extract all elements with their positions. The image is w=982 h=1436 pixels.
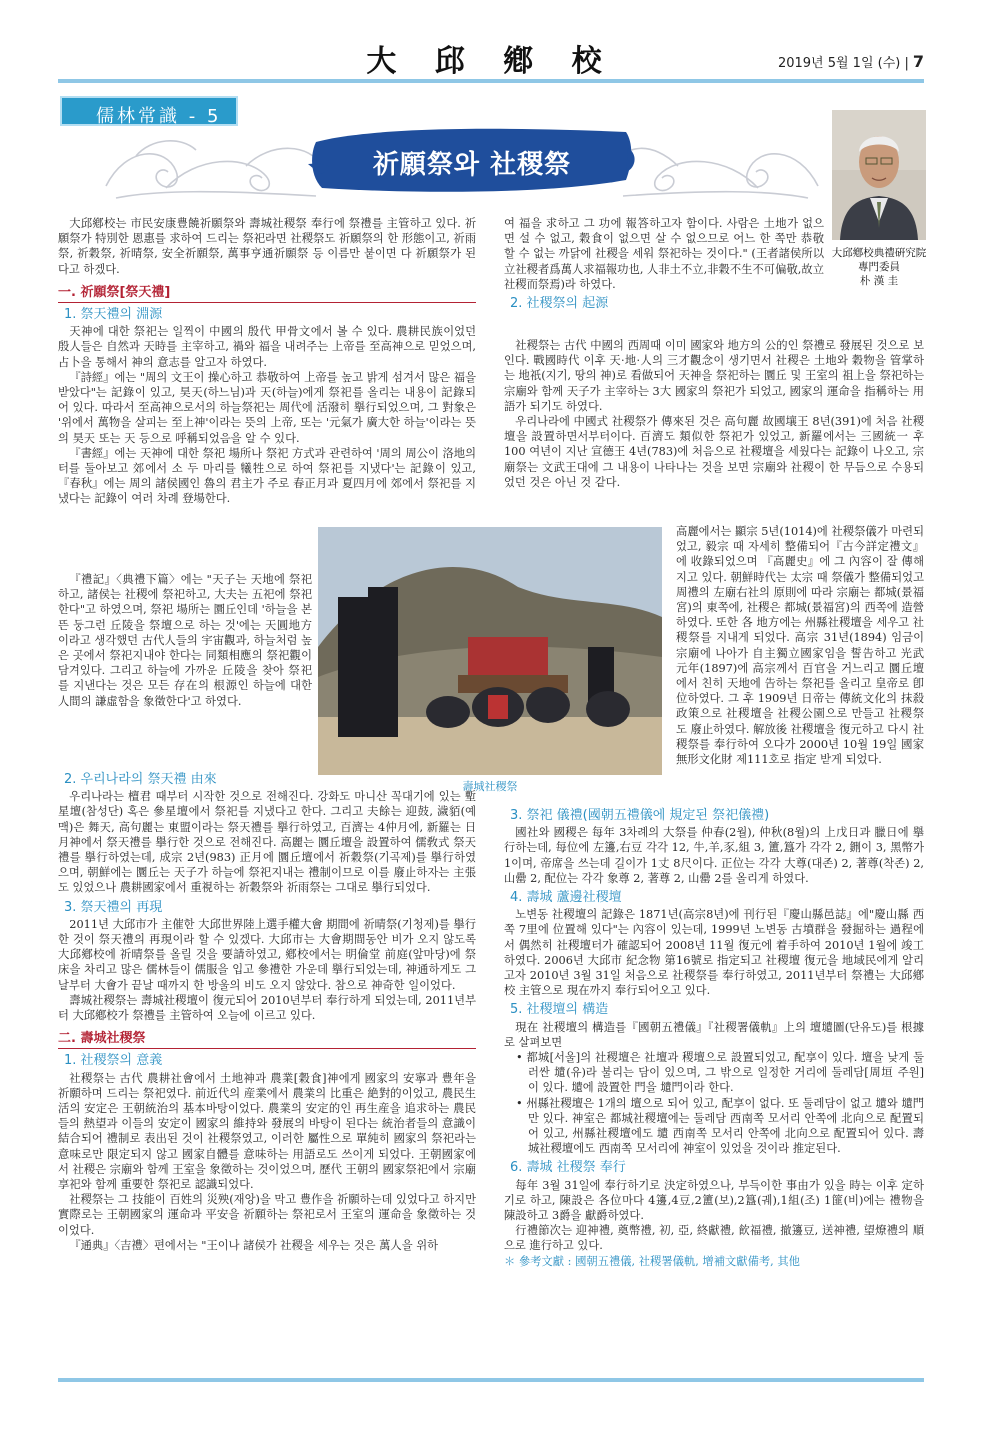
author-portrait xyxy=(832,110,926,240)
section-2-5-heading: 5. 社稷壇의 構造 xyxy=(510,1002,609,1018)
paragraph: 每年 3월 31일에 奉行하기로 決定하였으나, 부득이한 事由가 있을 時는 이후 定하기로 하고, 陳設은 各位마다 4籩,4豆,2簠(보),2簋(궤),1組(조) 1篚(비)에는 禮物을 陳設하고 3爵을 獻爵하였다. xyxy=(504,1178,924,1223)
paragraph: 高麗에서는 顯宗 5년(1014)에 社稷祭儀가 마련되었고, 毅宗 때 자세히 整備되어『古今詳定禮文』에 收錄되었으며 『高麗史』에 그 內容이 잘 傳해지고 있다. 朝鮮時代는 太宗 때 祭儀가 整備되었고 周禮의 左廟右社의 原則에 따라 宗廟는 都城(景福宮)의 東쪽에, 社稷은 都城(景福宮)의 西쪽에 造營하였다. 또한 各 地方에는 州縣社稷壇을 세우고 社稷祭를 지내게 되었다. 高宗 31년(1894) 임금이 宗廟에 나아가 自主獨立國家임을 誓告하고 光武 元年(1897)에 高宗께서 百官을 거느리고 圜丘壇에서 친히 天地에 告하는 祭祀를 올리고 皇帝로 卽位하였다. 그 후 1909년 日帝는 傳統文化의 抹殺政策으로 社稷壇을 社稷公園으로 만들고 社稷祭도 廢止하였다. 解放後 社稷壇을 復元하고 다시 社稷祭를 奉行하여 오다가 2000년 10월 19일 國家 無形文化財 제111호로 指定 받게 되었다. xyxy=(676,525,924,767)
right-column-lower xyxy=(504,804,924,1269)
paragraph: 社稷祭는 古代 農耕社會에서 土地神과 農業[穀食]神에게 國家의 安寧과 豊年을 祈願하며 드리는 祭祀였다. 前近代의 産業에서 農業의 比重은 絶對的이었고, 農民生活의 安定은 王朝統治의 基本바탕이었다. 農業의 安定的인 再生産을 追求하는 農民들의 熱望과 이들의 安定이 國家의 維持와 發展의 바탕이 된다는 統治者들의 意識이 結合되어 禮制로 表出된 것이 社稷祭였고, 이러한 屬性으로 單純히 國家의 祭祀라는 意味로만 限定되지 않고 國家自體를 意味하는 用語로도 쓰이게 되었다. 王朝國家에서 社稷은 宗廟와 함께 王室을 象徵하는 것이었으며, 歷代 王朝의 國家祭祀에서 宗廟享祀와 함께 重要한 祭祀로 認識되었다. xyxy=(58,1071,476,1192)
section-1-3-heading: 3. 祭天禮의 再現 xyxy=(64,899,163,915)
left-column-wrap xyxy=(58,572,312,709)
list-item-text: 都城[서울]의 社稷壇은 社壇과 稷壇으로 設置되었고, 配享이 있다. 壇을 낮게 둘러싼 壝(유)라 불리는 담이 있으며, 그 밖으로 일정한 거리에 둘레담[周垣 주원]이 있다. 壝에 設置한 門을 壝門이라 한다. xyxy=(526,1051,924,1095)
list-item: • 州縣社稷壇은 1개의 壇으로 되어 있고, 配享이 없다. 또 둘레담이 없고 壝와 壝門만 있다. 神室은 都城社稷壇에는 둘레담 西南쪽 모서리 안쪽에 北向으로 配置되어 있고, 州縣社稷壇에도 壝 西南쪽 모서리 안쪽에 北向으로 配置되어 있다. 壽城社稷壇에도 西南쪽 모서리에 神室이 있었을 것이라 推定된다. xyxy=(516,1096,924,1156)
author-caption xyxy=(822,246,936,288)
masthead-title: 大 邱 鄕 校 xyxy=(366,44,616,79)
issue-date: 2019년 5월 1일 (수) | xyxy=(777,56,909,71)
paragraph: 現在 社稷壇의 構造를『國朝五禮儀』『社稷署儀軌』上의 壇壝圖(단유도)를 根據로 살펴보면 xyxy=(504,1020,924,1049)
paragraph: 『通典』〈吉禮〉편에서는 "王이나 諸侯가 社稷을 세우는 것은 萬人을 위하 xyxy=(69,1238,439,1252)
paragraph: 노변동 社稷壇의 記錄은 1871년(高宗8년)에 刊行된『慶山縣邑誌』에"慶山縣 西쪽 7里에 位置해 있다"는 內容이 있는데, 1999년 노변동 古墳群을 發掘하는 過程에서 偶然히 社稷壇터가 確認되어 2008년 11월 復元에 着手하여 2010년 1월에 竣工하였다. 2006년 大邱市 紀念物 第16號로 指定되고 社稷壇 復元을 地域民에게 알리고자 2010년 3월 31일 처음으로 社稷祭를 奉行하였고, 2011년부터 祭禮는 大邱鄕校 主管으로 現在까지 奉行되어오고 있다. xyxy=(504,908,924,998)
headline: 祈願祭와 社稷祭 xyxy=(372,150,572,180)
page-number: 7 xyxy=(912,52,924,71)
right-column-wrap xyxy=(676,524,924,767)
paragraph: 國社와 國稷은 每年 3차례의 大祭를 仲春(2월), 仲秋(8월)의 上戊日과 臘日에 擧行하는데, 每位에 左籩,右豆 각각 12, 牛,羊,豕,組 3, 簠,簋가 각각 2, 鉶이 3, 黑幣가 1이며, 帝席을 쓰는데 길이가 1丈 8尺이다. 正位는 각각 大尊(대존) 2, 著尊(착존) 2, 山罍 2, 配位는 각각 象尊 2, 著尊 2, 山罍 2를 올리게 하였다. xyxy=(504,826,924,885)
paragraph: 여 福을 求하고 그 功에 報答하고자 함이다. 사람은 土地가 없으면 설 수 없고, 穀食이 없으면 살 수 없으므로 어느 한 쪽만 恭敬할 수 없는 까닭에 社稷을 세워 祭祀하는 것이다." (王者諸侯所以立社稷者爲萬人求福報功也, 人非土不立,非穀不生不可偏敬,故立社稷而祭焉)라 하였다. xyxy=(504,217,824,291)
right-column xyxy=(504,216,824,313)
cloud-ornament-right xyxy=(618,126,828,206)
paragraph: 壽城社稷祭는 壽城社稷壇이 復元되어 2010년부터 奉行하게 되었는데, 2011년부터 大邱鄕校가 祭禮를 主管하여 오늘에 이르고 있다. xyxy=(58,993,476,1023)
left-column xyxy=(58,216,476,507)
author-photo-image xyxy=(832,110,926,240)
top-rule xyxy=(58,79,924,83)
intro-paragraph: 大邱鄕校는 市民安康豊饒祈願祭와 壽城社稷祭 奉行에 祭禮를 主管하고 있다. 祈願祭가 特別한 恩惠를 求하여 드리는 祭祀라면 社稷祭도 祈願祭의 한 形態이고, 祈雨祭, 祈穀祭, 祈晴祭, 安全祈願祭, 萬事亨通祈願祭 등 이름만 붙이면 다 祈願祭가 된다고 하겠다. xyxy=(58,217,476,276)
cloud-ornament-left xyxy=(96,126,326,206)
author-org: 大邱鄕校典禮硏究院 xyxy=(831,247,927,259)
left-column-lower xyxy=(58,768,476,1253)
section-2-2-heading: 2. 社稷祭의 起源 xyxy=(510,296,609,312)
ceremony-photo-image xyxy=(318,527,662,775)
paragraph: 社稷祭는 古代 中國의 西周때 이미 國家와 地方의 公的인 祭禮로 發展된 것으로 보인다. 戰國時代 이후 天·地·人의 三才觀念이 생기면서 社稷은 土地와 穀物을 管掌하는 地祇(지기, 땅의 神)로 看做되어 天神을 祭祀하는 圜丘 및 王室의 祖上을 祭祀하는 宗廟와 함께 天子가 主宰하는 3大 國家의 祭祀가 되었고, 國家의 運命을 指稱하는 用語가 되기도 하였다. xyxy=(504,339,924,413)
series-label: 儒林常識 - 5 xyxy=(60,96,238,126)
section-1-heading: 一. 祈願祭[祭天禮] xyxy=(58,285,476,303)
list-item-text: 州縣社稷壇은 1개의 壇으로 되어 있고, 配享이 없다. 또 둘레담이 없고 壝와 壝門만 있다. 神室은 都城社稷壇에는 둘레담 西南쪽 모서리 안쪽에 北向으로 配置되어 있고, 州縣社稷壇에도 壝 西南쪽 모서리 안쪽에 北向으로 配置되어 있다. 壽城社稷壇에도 西南쪽 모서리에 神室이 있었을 것이라 推定된다. xyxy=(526,1096,924,1156)
references: ＊ 參考文獻 : 國朝五禮儀, 社稷署儀軌, 增補文獻備考, 其他 xyxy=(504,1254,800,1268)
paragraph: 『禮記』〈典禮下篇〉에는 "天子는 天地에 祭祀하고, 諸侯는 社稷에 祭祀하고, 大夫는 五祀에 祭祀한다"고 하였으며, 祭祀 場所는 圜丘인데 '하늘을 본뜬 둥그런 丘陵을 祭壇으로 하는 것'에는 天圓地方이라고 생각했던 古代人들의 宇宙觀과, 하늘처럼 높은 곳에서 祭祀지내야 한다는 同類相應의 祭祀觀이 담겨있다. 그리고 하늘에 가까운 丘陵을 찾아 祭祀를 지낸다는 것은 모든 存在의 根源인 하늘에 대한 人間의 謙虛함을 象徵한다'고 하였다. xyxy=(58,573,313,708)
paragraph: 社稷祭는 그 技能이 百姓의 災殃(재앙)을 막고 豊作을 祈願하는데 있었다고 하지만 實際로는 王朝國家의 運命과 平安을 祈願하는 祭祀로서 王室의 運命을 象徵하는 것이었다. xyxy=(58,1193,476,1237)
issue-info xyxy=(778,52,924,71)
list-item: • 都城[서울]의 社稷壇은 社壇과 稷壇으로 設置되었고, 配享이 있다. 壇을 낮게 둘러싼 壝(유)라 불리는 담이 있으며, 그 밖으로 일정한 거리에 둘레담[周垣 주원]이 있다. 壝에 設置한 門을 壝門이라 한다. xyxy=(516,1051,924,1095)
section-2-6-heading: 6. 壽城 社稷祭 奉行 xyxy=(510,1160,626,1176)
paragraph: 우리나라에 中國式 社稷祭가 傳來된 것은 高句麗 故國壤王 8년(391)에 처음 社稷壇을 設置하면서부터이다. 百濟도 類似한 祭祀가 있었고, 新羅에서는 三國統一 후 100 여년이 지난 宣德王 4년(783)에 처음으로 社稷壇을 세웠다는 記錄이 나오고, 宗廟祭는 文武王대에 그 내용이 나타나는 것을 보면 宗廟와 社稷이 한 무듬으로 수용되었던 것은 아닌 것 같다. xyxy=(504,415,924,489)
author-title: 專門委員 xyxy=(858,261,900,273)
right-column-main xyxy=(504,338,924,490)
ceremony-photo xyxy=(318,527,662,775)
paragraph: 『詩經』에는 "周의 文王이 操心하고 恭敬하여 上帝를 높고 밝게 섬겨서 많은 福을 받았다"는 記錄이 있고, 昊天(하느님)과 天(하늘)에게 祭祀를 올리는 내용이 記錄되어 있다. 따라서 至高神으로서의 하늘祭祀는 周代에 活潑히 擧行되었으며, 그 對象은 '위에서 萬物을 살피는 至上神'이라는 뜻의 上帝, 또는 '元氣가 廣大한 하늘'이라는 뜻의 昊天 또는 天 등으로 呼稱되었음을 알 수 있다. xyxy=(58,370,476,445)
paragraph: 우리나라는 檀君 때부터 시작한 것으로 전해진다. 강화도 마니산 꼭대기에 있는 塹星壇(참성단) 혹은 參星壇에서 祭祀를 지냈다고 한다. 그리고 夫餘는 迎鼓, 濊貊(예맥)은 舞天, 高句麗는 東盟이라는 祭天禮를 擧行하였고, 百濟는 4仲月에, 新羅는 日月神에서 祭天禮를 擧行한 것으로 전해진다. 高麗는 圜丘壇을 設置하여 儒敎式 祭天禮를 擧行하였는데, 成宗 2년(983) 正月에 圜丘壇에서 祈穀祭(기곡제)를 擧行하였으며, 朝鮮에는 圜丘는 天子가 하늘에 祭祀지내는 禮制이므로 이를 廢止하자는 主張도 있었으나 農耕國家에서 重視하는 祈穀祭와 祈雨祭는 그대로 擧行되었다. xyxy=(58,790,476,895)
section-2-4-heading: 4. 壽城 蘆邊社稷壇 xyxy=(510,890,622,906)
bottom-rule xyxy=(58,1378,924,1382)
author-name: 朴 漢 圭 xyxy=(859,275,899,287)
section-2-1-heading: 1. 社稷祭의 意義 xyxy=(64,1053,163,1069)
section-2-heading: 二. 壽城社稷祭 xyxy=(58,1031,476,1049)
photo-caption: 壽城社稷祭 xyxy=(462,780,518,793)
section-1-1-heading: 1. 祭天禮의 淵源 xyxy=(64,307,163,323)
section-1-2-heading: 2. 우리나라의 祭天禮 由來 xyxy=(64,772,217,787)
paragraph: 行禮節次는 迎神禮, 奠幣禮, 初, 亞, 終獻禮, 飮福禮, 撤籩豆, 送神禮, 望燎禮의 順으로 進行하고 있다. xyxy=(504,1224,924,1253)
paragraph: 2011년 大邱市가 主催한 大邱世界陸上選手權大會 期間에 祈晴祭(기청제)를 擧行한 것이 祭天禮의 再現이라 할 수 있겠다. 大邱市는 大會期間동안 비가 오지 않도록 大邱鄕校에 祈晴祭를 올릴 것을 要請하였고, 鄕校에서는 明倫堂 前庭(앞마당)에 祭床을 차리고 많은 儒林들이 儒服을 입고 參禮한 가운데 擧行되었는데, 神通하게도 그날부터 大會가 끝날 때까지 한 방울의 비도 오지 않았다. 참으로 神奇한 일이었다. xyxy=(58,917,476,992)
paragraph: 『書經』에는 天神에 대한 祭祀 場所나 祭祀 方式과 관련하여 '周의 周公이 洛地의 터를 둘아보고 郊에서 소 두 마리를 犧牲으로 하여 祭祀를 지냈다'는 記錄이 있고, 『春秋』에는 周의 諸侯國인 魯의 君主가 주로 春正月과 夏四月에 郊에서 祭祀를 지냈다는 記錄이 여러 차례 登場한다. xyxy=(58,446,476,506)
section-2-3-heading: 3. 祭祀 儀禮(國朝五禮儀에 規定된 祭祀儀禮) xyxy=(510,808,770,823)
paragraph: 天神에 대한 祭祀는 일찍이 中國의 殷代 甲骨文에서 볼 수 있다. 農耕民族이었던 殷人들은 自然과 天時를 主宰하고, 禍와 福을 내려주는 上帝를 至高神으로 믿었으며, 占卜을 통해서 神의 意志를 알고자 하였다. xyxy=(58,325,476,369)
